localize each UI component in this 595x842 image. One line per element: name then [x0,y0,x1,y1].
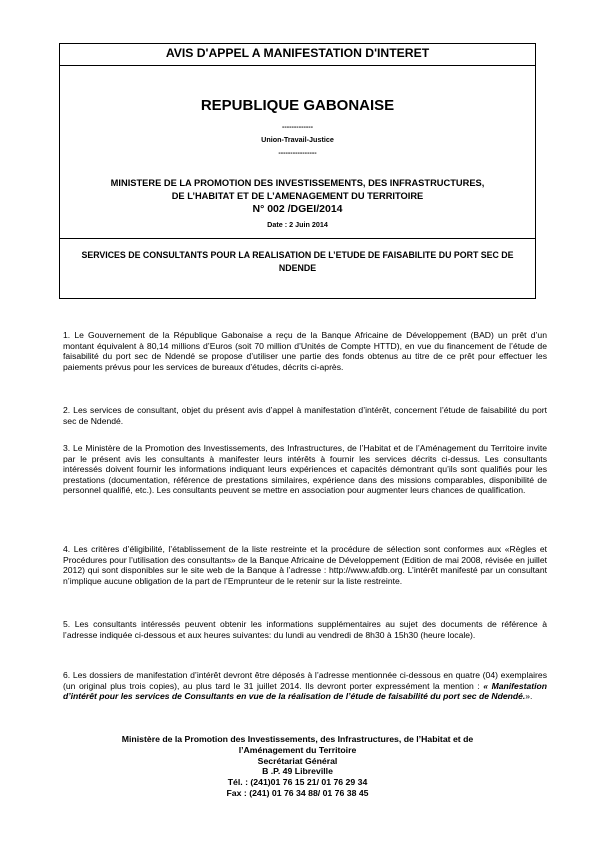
national-motto: Union-Travail-Justice [261,135,334,144]
footer-ministry-line-1: Ministère de la Promotion des Investissements, des Infrastructures, de l’Habitat et de [121,734,474,744]
paragraph-4: 4. Les critères d’éligibilité, l’établissement de la liste restreinte et la procédure de sélection sont conformes aux «Règles et Procédures pour l’utilisation des consultants» de la Banque Africaine de Développement (Edition de mai 2008, révisée en juillet 2012) qui sont disponibles sur le site web de la Banque à l’adresse : http://www.afdb.org. L’intérêt manifesté par un consultant n’implique aucune obligation de la part de l’Emprunteur de le retenir sur la liste restreinte. [63,544,547,586]
separator-top: ------------- [281,122,314,131]
country-name: REPUBLIQUE GABONAISE [200,97,395,114]
paragraph-6 [63,670,547,702]
paragraph-6-text: 6. Les dossiers de manifestation d’intérêt devront être déposés à l’adresse mentionnée ci-dessous en quatre (04) exemplaires (un original plus trois copies), au plus tard le 31 juillet 2014. Ils devront porter expressément la mention : [63,670,547,691]
paragraph-5: 5. Les consultants intéressés peuvent obtenir les informations supplémentaires au sujet des documents de référence à l’adresse indiquée ci-dessous et aux heures suivantes: du lundi au vendredi de 8h30 à 15h30 (heure locale). [63,619,547,640]
footer-po-box: B .P. 49 Libreville [262,766,333,777]
paragraph-1: 1. Le Gouvernement de la République Gabonaise a reçu de la Banque Africaine de Développement (BAD) un prêt d’un montant équivalent à 80,14 millions d’Euros (soit 70 million d’Unités de Compte HTTD), en vue du financement de l’étude de faisabilité du port sec de Ndendé se propose d’utiliser une partie des fonds obtenus au titre de ce prêt pour effectuer les paiements prévus pour les services de bureaux d’études, décrits ci-après. [63,330,547,372]
footer-fax: Fax : (241) 01 76 34 88/ 01 76 38 45 [226,787,369,798]
separator-bottom: ---------------- [278,148,317,157]
title-divider [60,65,535,66]
services-heading-line-2: NDENDE [278,262,317,273]
reference-number: N° 002 /DGEI/2014 [252,203,343,215]
paragraph-6-end: ». [525,691,533,702]
footer-secretariat: Secrétariat Général [257,755,338,766]
services-heading [60,249,535,274]
paragraph-6-emphasis: « Manifestation d’intérêt pour les services de Consultants en vue de la réalisation de l’étude de faisabilité du port sec de Ndendé. [63,680,547,702]
services-divider [60,238,535,239]
contact-footer [59,734,536,799]
paragraph-2: 2. Les services de consultant, objet du présent avis d’appel à manifestation d’intérêt, concernent l’étude de faisabilité du port sec de Ndendé. [63,405,547,426]
paragraph-3: 3. Le Ministère de la Promotion des Investissements, des Infrastructures, de l’Habitat et de l’Aménagement du Territoire invite par le présent avis les consultants à manifester leurs intérêts à fournir les services décrits ci-dessus. Les consultants intéressés doivent fournir les informations indiquant leurs expériences et capacités démontrant qu’ils sont qualifiés pour les prestations (documentation, référence de prestations similaires, expérience dans des missions comparables, disponibilité de personnel qualifié, etc.). Les consultants peuvent se mettre en association pour augmenter leurs chances de qualification. [63,443,547,496]
header-box [59,43,536,299]
ministry-line-1: MINISTERE DE LA PROMOTION DES INVESTISSEMENTS, DES INFRASTRUCTURES, [110,178,485,188]
services-heading-line-1: SERVICES DE CONSULTANTS POUR LA REALISATION DE L’ETUDE DE FAISABILITE DU PORT SEC DE [81,250,514,260]
notice-title: AVIS D'APPEL A MANIFESTATION D'INTERET [165,46,430,60]
notice-date: Date : 2 Juin 2014 [267,220,328,229]
footer-phone: Tél. : (241)01 76 15 21/ 01 76 29 34 [227,777,368,788]
ministry-line-2: DE L’HABITAT ET DE L’AMENAGEMENT DU TERRITOIRE [171,191,424,201]
footer-ministry-line-2: l’Aménagement du Territoire [238,744,357,755]
